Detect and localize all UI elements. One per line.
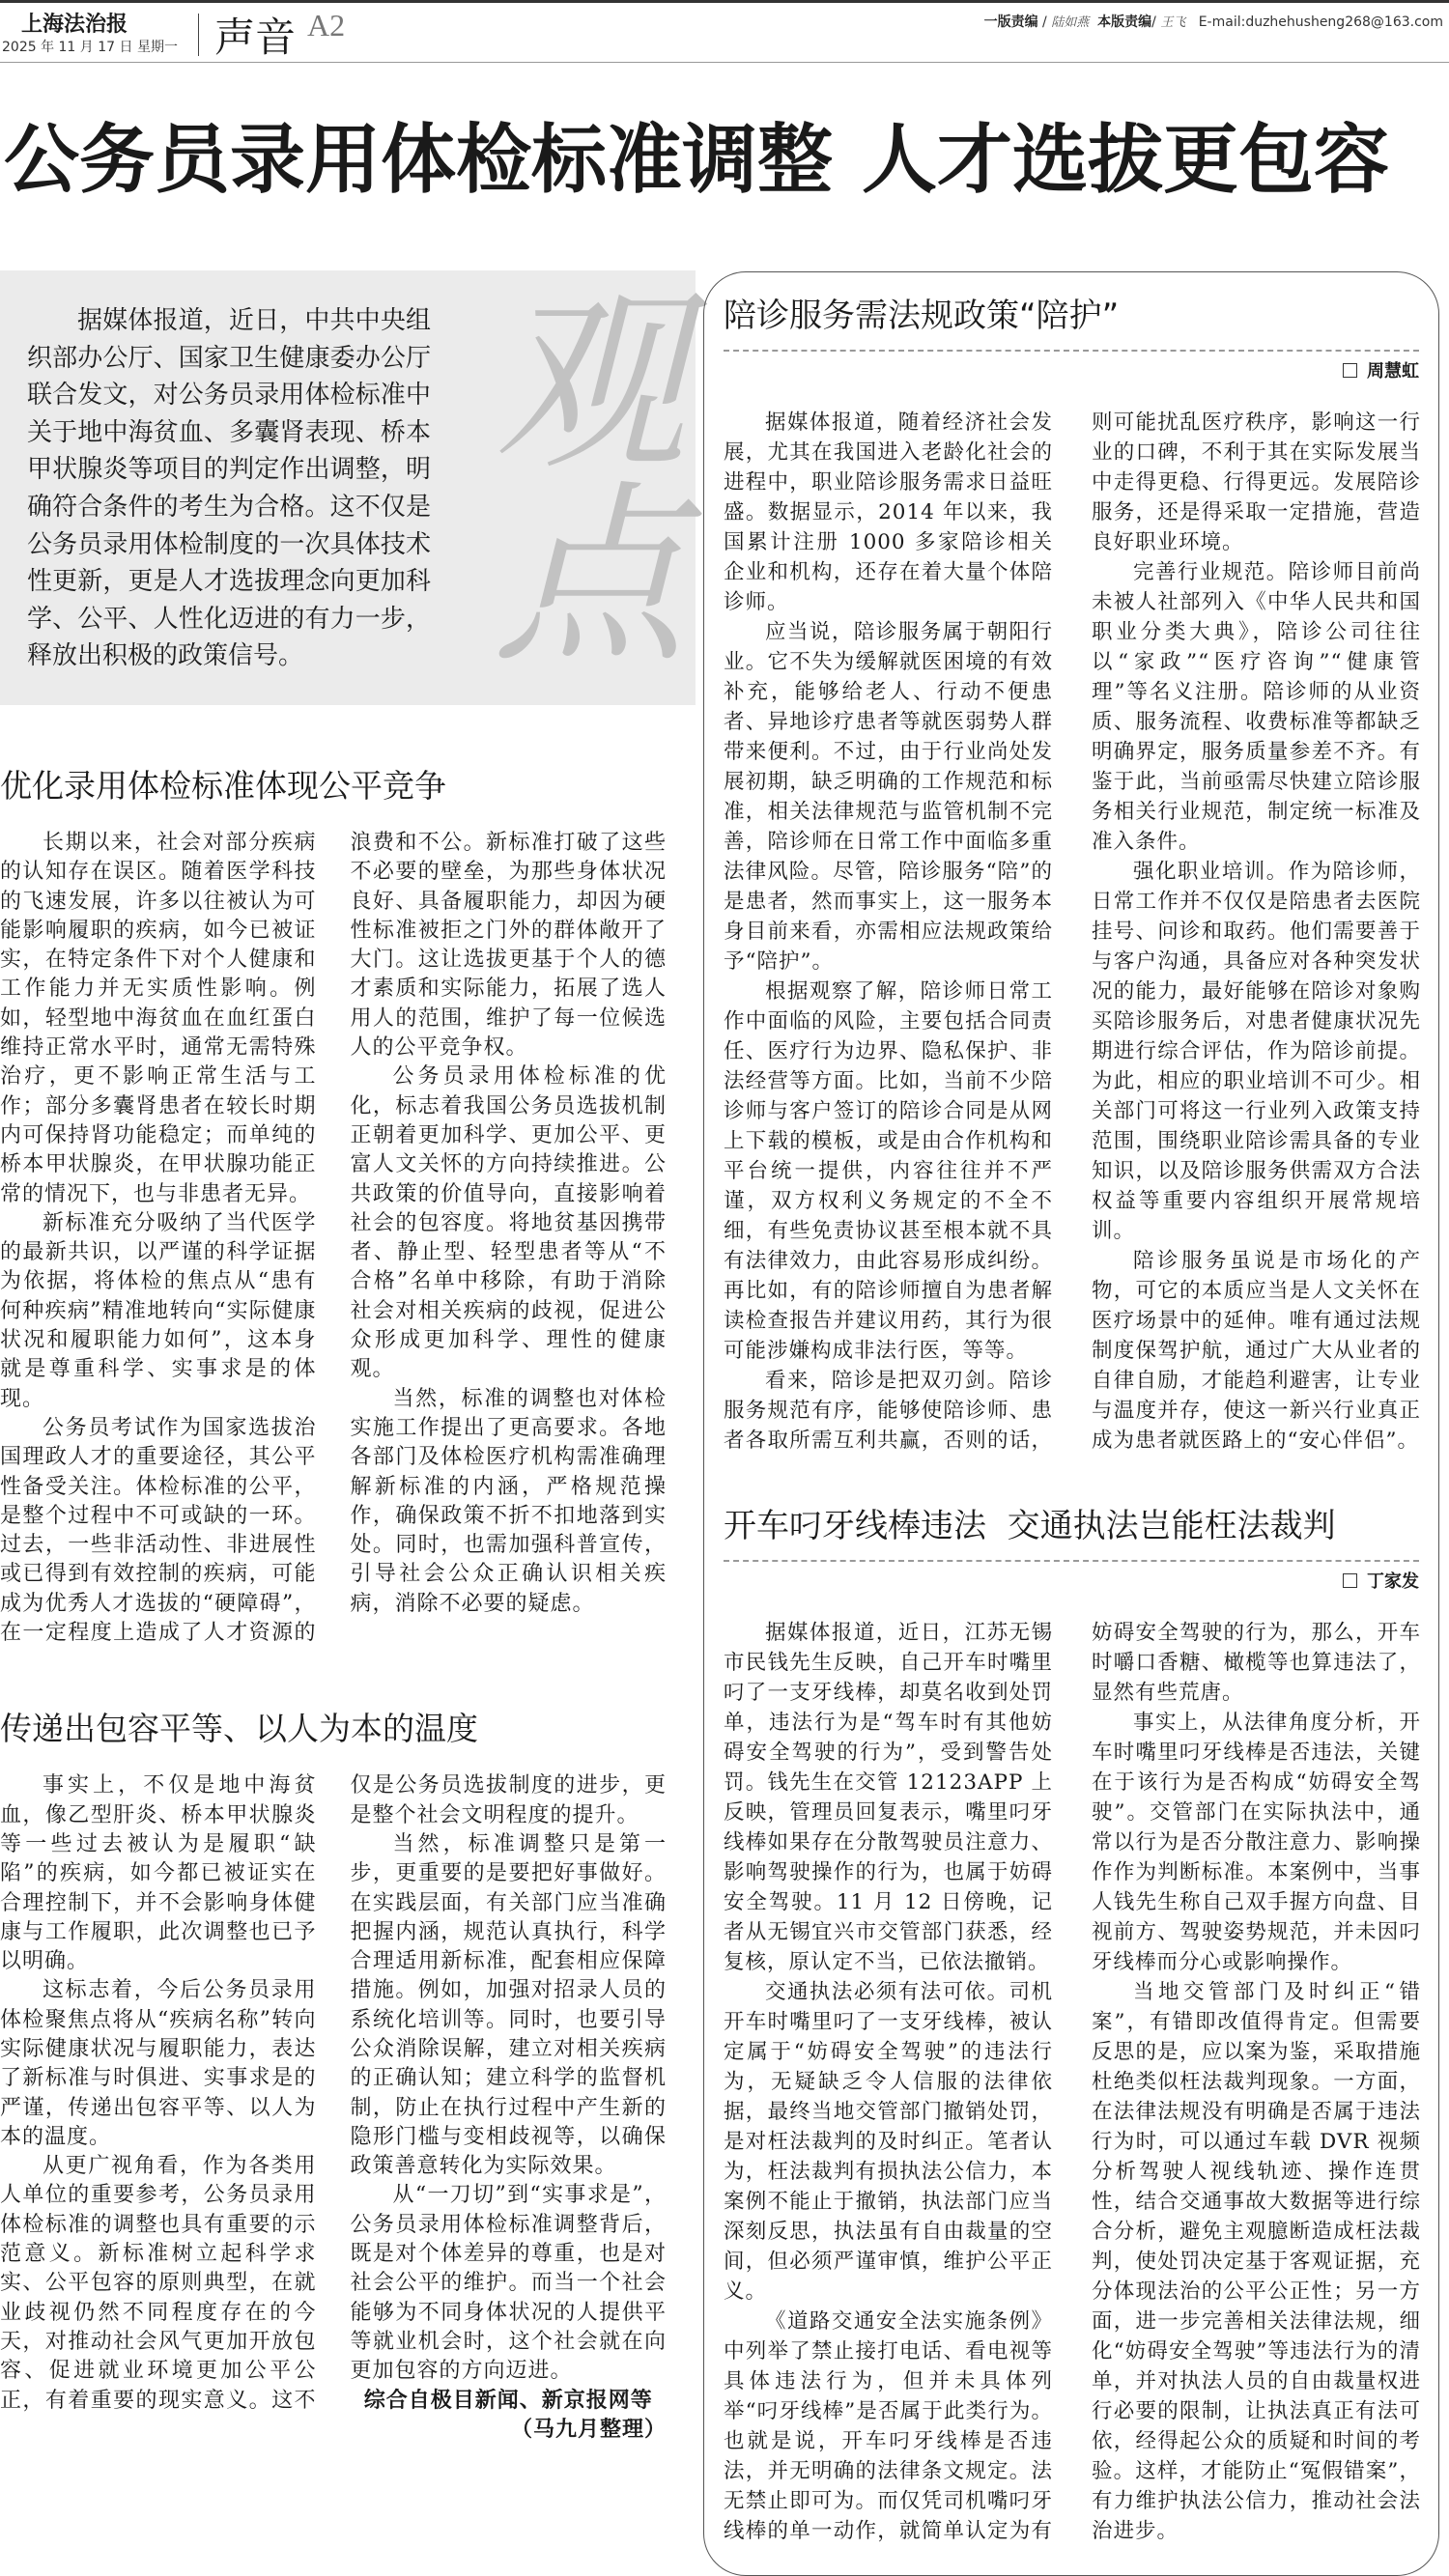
article2-body: [724, 1618, 1421, 2546]
paragraph: 交通执法必须有法可依。司机开车时嘴里叼了一支牙线棒，被认定属于“妨碍安全驾驶”的违法行为，无疑缺乏令人信服的法律依据，最终当地交管部门撤销处罚，是对枉法裁判的及时纠正。笔者认为，枉法裁判有损执法公信力，本案例不能止于撤销，执法部门应当深刻反思，执法虽有自由裁量的空间，但必须严谨审慎，维护公平正义。: [724, 1980, 1053, 2304]
section1-body: [0, 829, 667, 1648]
paragraph: 长期以来，社会对部分疾病的认知存在误区。随着医学科技的飞速发展，许多以往被认为可能影响履职的疾病，如今已被证实，在特定条件下对个人健康和工作能力并无实质性影响。例如，轻型地中海贫血在血红蛋白维持正常水平时，通常无需特殊治疗，更不影响正常生活与工作；部分多囊肾患者在较长时期内可保持肾功能稳定；而单纯的桥本甲状腺炎，在甲状腺功能正常的情况下，也与非患者无异。: [0, 831, 317, 1206]
paragraph: 公务员录用体检标准的优化，标志着我国公务员选拔机制正朝着更加科学、更加公平、更富人文关怀的方向持续推进。公共政策的价值导向，直接影响着社会的包容度。将地贫基因携带者、静止型、轻型患者等从“不合格”名单中移除，有助于消除社会对相关疾病的歧视，促进公众形成更加科学、理性的健康观。: [350, 1064, 667, 1382]
editor1-label: 一版责编: [983, 14, 1038, 30]
article1-body: [724, 408, 1421, 1456]
article1-divider: [724, 350, 1419, 352]
page-number: A2: [307, 8, 346, 42]
lead-paragraph: 据媒体报道，近日，中共中央组织部办公厅、国家卫生健康委办公厅联合发文，对公务员录用体检标准中关于地中海贫血、多囊肾表现、桥本甲状腺炎等项目的判定作出调整，明确符合条件的考生为合格。这不仅是公务员录用体检制度的一次具体技术性更新，更是人才选拔理念向更加科学、公平、人性化迈进的有力一步，释放出积极的政策信号。: [27, 306, 431, 671]
byline-box-icon: [1343, 363, 1357, 378]
paragraph: 事实上，不仅是地中海贫血，像乙型肝炎、桥本甲状腺炎等一些过去被认为是履职“缺陷”的疾病，如今都已被证实在合理控制下，并不会影响身体健康与工作履职，此次调整也已予以明确。: [0, 1773, 317, 1974]
paragraph: 从更广视角看，作为各类用人单位的重要参考，公务员录用体检标准的调整也具有重要的示范意义。新标准树立起科学求实、公平包容的原则典型，在就业歧视仍然不同程度存在的今天，对推动社会风气更加开放包容、促进就业环境更加公平公正，有着重要的现实意义。这不仅是公务员选拔制度的进步，更是整个社会文明程度的提升。: [0, 1773, 667, 2413]
paragraph: 看来，陪诊是把双刃剑。陪诊服务规范有序，能够使陪诊师、患者各取所需互利共赢，否则的话，则可能扰乱医疗秩序，影响这一行业的口碑，不利于其在实际发展当中走得更稳、行得更远。发展陪诊服务，还是得采取一定措施，营造良好职业环境。: [724, 410, 1421, 1453]
article1-author: 周慧虹: [1367, 361, 1419, 382]
headline-part1: 公务员录用体检标准调整: [4, 116, 834, 204]
paragraph: 根据观察了解，陪诊师日常工作中面临的风险，主要包括合同责任、医疗行为边界、隐私保护、非法经营等方面。比如，当前不少陪诊师与客户签订的陪诊合同是从网上下载的模板，或是由合作机构和平台统一提供，内容往往并不严谨，双方权利义务规定的不全不细，有些免责协议甚至根本就不具有法律效力，由此容易形成纠纷。再比如，有的陪诊师擅自为患者解读检查报告并建议用药，其行为很可能涉嫌构成非法行医，等等。: [724, 979, 1053, 1363]
paragraph: 从“一刀切”到“实事求是”，公务员录用体检标准调整背后，既是对个体差异的尊重，也是对社会公平的维护。而当一个社会能够为不同身体状况的人提供平等就业机会时，这个社会就在向更加包容的方向迈进。: [350, 2183, 667, 2384]
calligraphy-watermark: 观点: [461, 280, 686, 666]
top-rule: [0, 0, 1449, 3]
article1-title: 陪诊服务需法规政策“陪护”: [724, 297, 1120, 335]
paragraph: 据媒体报道，近日，江苏无锡市民钱先生反映，自己开车时嘴里叼了一支牙线棒，却莫名收到处罚单，违法行为是“驾车时有其他妨碍安全驾驶的行为”，受到警告处罚。钱先生在交管 12123APP 上反映，管理员回复表示，嘴里叼牙线棒如果存在分散驾驶员注意力、影响驾驶操作的行为，也属于妨碍安全驾驶。11 月 12 日傍晚，记者从无锡宜兴市交管部门获悉，经复核，原认定不当，已依法撤销。: [724, 1621, 1053, 1974]
section2-heading: 传递出包容平等、以人为本的温度: [0, 1710, 478, 1748]
article2-title-part1: 开车叼牙线棒违法: [724, 1507, 986, 1545]
article2-byline: [724, 1568, 1419, 1593]
paragraph: 这标志着，今后公务员录用体检聚焦点将从“疾病名称”转向实际健康状况与履职能力，表达了新标准与时俱进、实事求是的严谨，传递出包容平等、以人为本的温度。: [0, 1978, 317, 2149]
issue-date: 2025 年 11 月 17 日 星期一: [2, 40, 178, 55]
article2-title-part2: 交通执法岂能枉法裁判: [1007, 1507, 1336, 1545]
source-credit: 综合自极目新闻、新京报网等: [363, 2388, 653, 2413]
editor1-name: 陆如燕: [1051, 15, 1090, 30]
editor-credit: （马九月整理）: [510, 2417, 667, 2442]
newspaper-logo: 上海法治报: [21, 12, 128, 37]
headline-part2: 人才选拔更包容: [862, 116, 1390, 204]
left-column: [0, 270, 686, 2445]
paragraph: 应当说，陪诊服务属于朝阳行业。它不失为缓解就医困境的有效补充，能够给老人、行动不便患者、异地诊疗患者等就医弱势人群带来便利。不过，由于行业尚处发展初期，缺乏明确的工作规范和标准，相关法律规范与监管机制不完善，陪诊师在日常工作中面临多重法律风险。尽管，陪诊服务“陪”的是患者，然而事实上，这一服务本身目前来看，亦需相应法规政策给予“陪护”。: [724, 620, 1053, 974]
paragraph: 据媒体报道，随着经济社会发展，尤其在我国进入老龄化社会的进程中，职业陪诊服务需求日益旺盛。数据显示，2014 年以来，我国累计注册 1000 多家陪诊相关企业和机构，还存在着大量个体陪诊师。: [724, 410, 1053, 614]
paragraph: 强化职业培训。作为陪诊师，日常工作并不仅仅是陪患者去医院挂号、问诊和取药。他们需要善于与客户沟通，具备应对各种突发状况的能力，最好能够在陪诊对象购买陪诊服务后，对患者健康状况先期进行综合评估，作为陪诊前提。为此，相应的职业培训不可少。相关部门可将这一行业列入政策支持范围，围绕职业陪诊需具备的专业知识，以及陪诊服务供需双方合法权益等重要内容组织开展常规培训。: [1092, 860, 1421, 1243]
paragraph: 当地交管部门及时纠正“错案”，有错即改值得肯定。但需要反思的是，应以案为鉴，采取措施杜绝类似枉法裁判现象。一方面，在法律法规没有明确是否属于违法行为时，可以通过车载 DVR 视频分析驾驶人视线轨迹、操作连贯性，结合交通事故大数据等进行综合分析，避免主观臆断造成枉法裁判，使处罚决定基于客观证据，充分体现法治的公平公正性；另一方面，进一步完善相关法律法规，细化“妨碍安全驾驶”等违法行为的清单，并对执法人员的自由裁量权进行必要的限制，让执法真正有法可依，经得起公众的质疑和时间的考验。这样，才能防止“冤假错案”，有力维护执法公信力，推动社会法治进步。: [1092, 1980, 1421, 2543]
paragraph: 当然，标准调整只是第一步，更重要的是要把好事做好。在实践层面，有关部门应当准确把握内涵，规范认真执行，科学合理适用新标准，配套相应保障措施。例如，加强对招录人员的系统化培训等。同时，也要引导公众消除误解，建立对相关疾病的正确认知；建立科学的监督机制，防止在执行过程中产生新的隐形门槛与变相歧视等，以确保政策善意转化为实际效果。: [350, 1831, 667, 2179]
editor-credits: 一版责编 / 陆如燕 本版责编/ 王飞 E-mail:duzhehusheng268@163.com: [983, 14, 1443, 30]
email-link[interactable]: E-mail:duzhehusheng268@163.com: [1198, 14, 1443, 30]
article2-title: [724, 1504, 1419, 1548]
section-name: 声音: [214, 14, 297, 61]
editor2-label: 本版责编: [1097, 14, 1152, 30]
section2-body: [0, 1771, 667, 2445]
paragraph: 公务员考试作为国家选拔治国理政人才的重要途径，其公平性备受关注。体检标准的公平，是整个过程中不可或缺的一环。过去，一些非活动性、非进展性或已得到有效控制的疾病，可能成为优秀人才选拔的“硬障碍”，在一定程度上造成了人才资源的浪费和不公。新标准打破了这些不必要的壁垒，为那些身体状况良好、具备履职能力，却因为硬性标准被拒之门外的群体敞开了大门。这让选拔更基于个人的德才素质和实际能力，拓展了选人用人的范围，维护了每一位候选人的公平竞争权。: [0, 831, 667, 1646]
article2-divider: [724, 1560, 1419, 1562]
page-headline: [4, 112, 1445, 209]
article1-byline: [724, 357, 1419, 382]
paragraph: 《道路交通安全法实施条例》中列举了禁止接打电话、看电视等具体违法行为，但并未具体列举“叼牙线棒”是否属于此类行为。也就是说，开车叼牙线棒是否违法，并无明确的法律条文规定。法无禁止即可为。而仅凭司机嘴叼牙线棒的单一动作，就简单认定为有妨碍安全驾驶的行为，那么，开车时嚼口香糖、橄榄等也算违法了，显然有些荒唐。: [724, 1621, 1421, 2543]
paragraph: 陪诊服务虽说是市场化的产物，可它的本质应当是人文关怀在医疗场景中的延伸。唯有通过法规制度保驾护航，通过广大从业者的自律自励，才能趋利避害，让专业与温度并存，使这一新兴行业真正成为患者就医路上的“安心伴侣”。: [1092, 1249, 1421, 1453]
editor2-name: 王飞: [1160, 15, 1186, 30]
paragraph: 完善行业规范。陪诊师目前尚未被人社部列入《中华人民共和国职业分类大典》，陪诊公司往往以“家政”“医疗咨询”“健康管理”等名义注册。陪诊师的从业资质、服务流程、收费标准等都缺乏明确界定，服务质量参差不齐。有鉴于此，当前亟需尽快建立陪诊服务相关行业规范，制定统一标准及准入条件。: [1092, 560, 1421, 854]
article2-author: 丁家发: [1367, 1571, 1419, 1592]
paragraph: 新标准充分吸纳了当代医学的最新共识，以严谨的科学证据为依据，将体检的焦点从“患有何种疾病”精准地转向“实际健康状况和履职能力如何”，这本身就是尊重科学、实事求是的体现。: [0, 1210, 317, 1411]
paragraph: 事实上，从法律角度分析，开车时嘴里叼牙线棒是否违法，关键在于该行为是否构成“妨碍安全驾驶”。交管部门在实际执法中，通常以行为是否分散注意力、影响操作作为判断标准。本案例中，当事人钱先生称自己双手握方向盘、目视前方、驾驶姿势规范，并未因叼牙线棒而分心或影响操作。: [1092, 1711, 1421, 1974]
header-rule: [0, 62, 1449, 63]
lead-box: [0, 270, 696, 705]
header-divider: [198, 14, 199, 56]
commentary-box: [703, 271, 1439, 2576]
byline-box-icon: [1343, 1573, 1357, 1588]
paragraph: 当然，标准的调整也对体检实施工作提出了更高要求。各地各部门及体检医疗机构需准确理解新标准的内涵，严格规范操作，确保政策不折不扣地落到实处。同时，也需加强科普宣传，引导社会公众正确认识相关疾病，消除不必要的疑虑。: [350, 1386, 667, 1616]
section1-heading: 优化录用体检标准体现公平竞争: [0, 767, 446, 805]
